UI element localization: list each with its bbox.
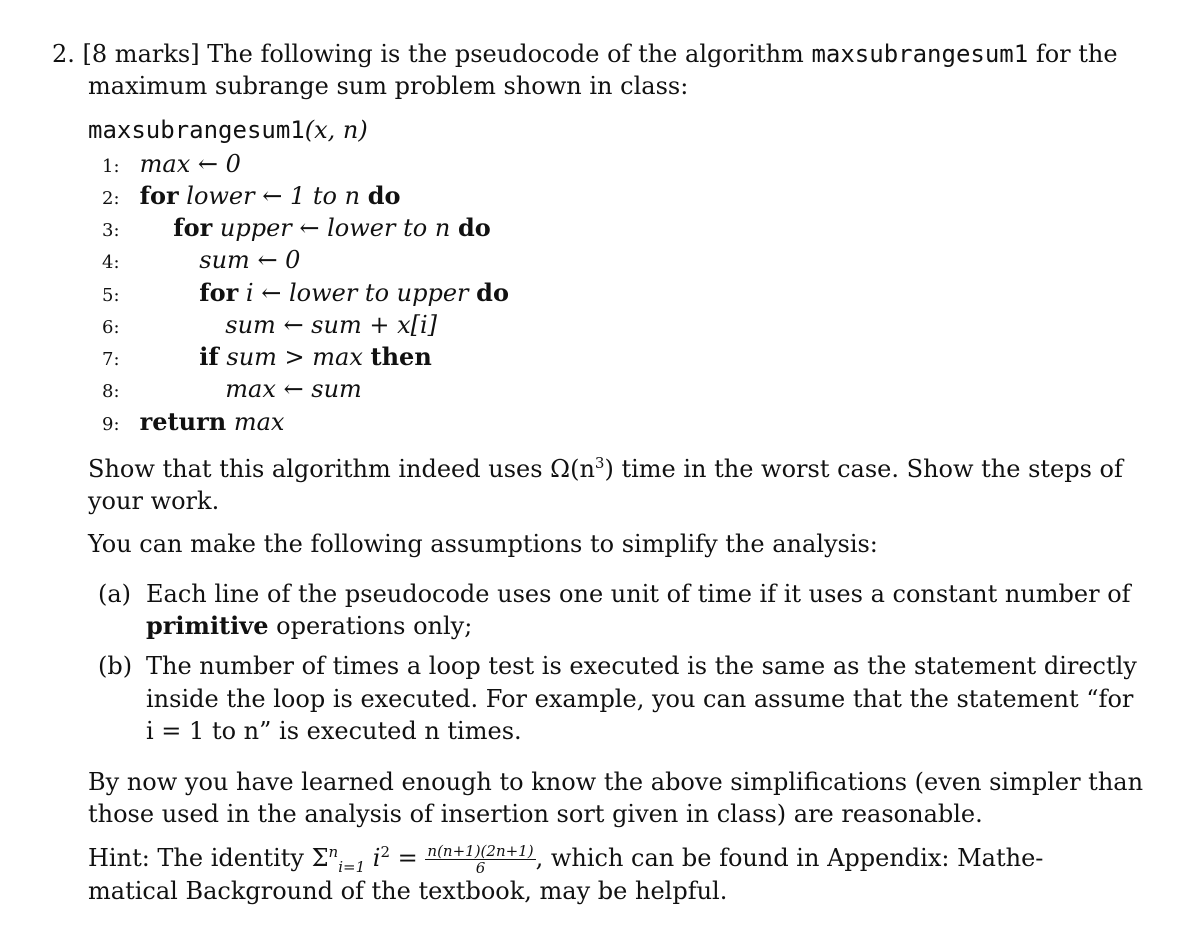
- code-text: lower ← 1 to n: [186, 182, 361, 210]
- hint-rest: , which can be found in Appendix: Mathe-: [535, 844, 1044, 872]
- code-line-4: [102, 244, 300, 279]
- question-line-2: maximum subrange sum problem shown in class:: [88, 72, 689, 100]
- keyword: do: [367, 181, 401, 210]
- keyword: if: [199, 342, 219, 371]
- code-line-5: [102, 277, 509, 312]
- code-text: max ← sum: [225, 375, 362, 403]
- signature-args: (x, n): [304, 116, 368, 144]
- algorithm-name: maxsubrangesum1: [811, 40, 1029, 68]
- code-text: max: [233, 408, 285, 436]
- keyword: do: [457, 213, 491, 242]
- code-text: max ← 0: [139, 150, 241, 178]
- keyword: do: [476, 278, 509, 307]
- keyword: for: [199, 278, 239, 307]
- task-line-1: [88, 453, 1123, 485]
- sum-lower: i=1: [338, 857, 366, 876]
- line-number: 6:: [102, 317, 120, 338]
- line-number: 4:: [102, 252, 120, 273]
- code-line-9: [102, 406, 284, 441]
- code-text: i ← lower to upper: [245, 279, 469, 307]
- term-exponent: 2: [380, 843, 391, 861]
- line-number: 9:: [102, 414, 120, 435]
- keyword: for: [173, 213, 213, 242]
- assumption-a-line-1: Each line of the pseudocode uses one unit of time if it uses a constant number of: [146, 580, 1131, 608]
- question-intro: The following is the pseudocode of the algorithm: [207, 40, 804, 68]
- keyword: then: [370, 342, 432, 371]
- fraction: [425, 843, 535, 876]
- assumption-b-line-2: inside the loop is executed. For example, you can assume that the statement “for: [146, 685, 1134, 713]
- task-text-a: Show that this algorithm indeed uses Ω(n: [88, 455, 595, 483]
- code-line-6: [102, 309, 437, 344]
- line-number: 3:: [102, 220, 120, 241]
- code-line-8: [102, 373, 362, 408]
- code-text: sum ← 0: [199, 246, 301, 274]
- question-number: 2.: [52, 40, 75, 68]
- question-intro-rest: for the: [1035, 40, 1118, 68]
- line-number: 7:: [102, 349, 120, 370]
- hint-line-1: [88, 842, 1043, 876]
- signature-name: maxsubrangesum1: [88, 116, 305, 144]
- fraction-denominator: 6: [475, 859, 486, 877]
- keyword: return: [139, 407, 227, 436]
- hint-line-2: matical Background of the textbook, may be helpful.: [88, 877, 728, 905]
- code-line-7: [102, 341, 432, 376]
- line-number: 1:: [102, 156, 120, 177]
- code-line-2: [102, 180, 401, 215]
- assumption-b-line-3: i = 1 to n” is executed n times.: [146, 717, 522, 745]
- code-text: upper ← lower to n: [219, 214, 451, 242]
- bold-term: primitive: [146, 611, 269, 640]
- question-line-1: [52, 38, 1118, 70]
- code-text: sum > max: [226, 343, 363, 371]
- line-number: 8:: [102, 381, 120, 402]
- code-line-3: [102, 212, 491, 247]
- line-number: 2:: [102, 188, 120, 209]
- hint-prefix: Hint: The identity Σ: [88, 844, 329, 872]
- assumption-b-line-1: The number of times a loop test is executed is the same as the statement directly: [146, 652, 1137, 680]
- task-text-b: ) time in the worst case. Show the steps of: [604, 455, 1123, 483]
- question-marks: [8 marks]: [82, 40, 200, 68]
- closing-line-2: those used in the analysis of insertion sort given in class) are reasonable.: [88, 800, 983, 828]
- keyword: for: [139, 181, 179, 210]
- task-exponent: 3: [594, 454, 605, 472]
- sum-term: i: [372, 844, 381, 872]
- assumption-a-label: (a): [98, 580, 132, 608]
- assumption-a-rest: operations only;: [276, 612, 473, 640]
- assumption-a-line-2: [146, 610, 472, 642]
- pseudocode-signature: [88, 114, 368, 146]
- sum-upper: n: [328, 843, 339, 861]
- assumption-b-label: (b): [98, 652, 133, 680]
- assumptions-intro: You can make the following assumptions to simplify the analysis:: [88, 530, 878, 558]
- fraction-numerator: n(n+1)(2n+1): [427, 842, 534, 860]
- code-text: sum ← sum + x[i]: [225, 311, 438, 339]
- line-number: 5:: [102, 285, 120, 306]
- code-line-1: [102, 148, 241, 183]
- equals-sign: =: [397, 844, 418, 872]
- closing-line-1: By now you have learned enough to know the above simplifications (even simpler than: [88, 768, 1144, 796]
- task-line-2: your work.: [88, 487, 220, 515]
